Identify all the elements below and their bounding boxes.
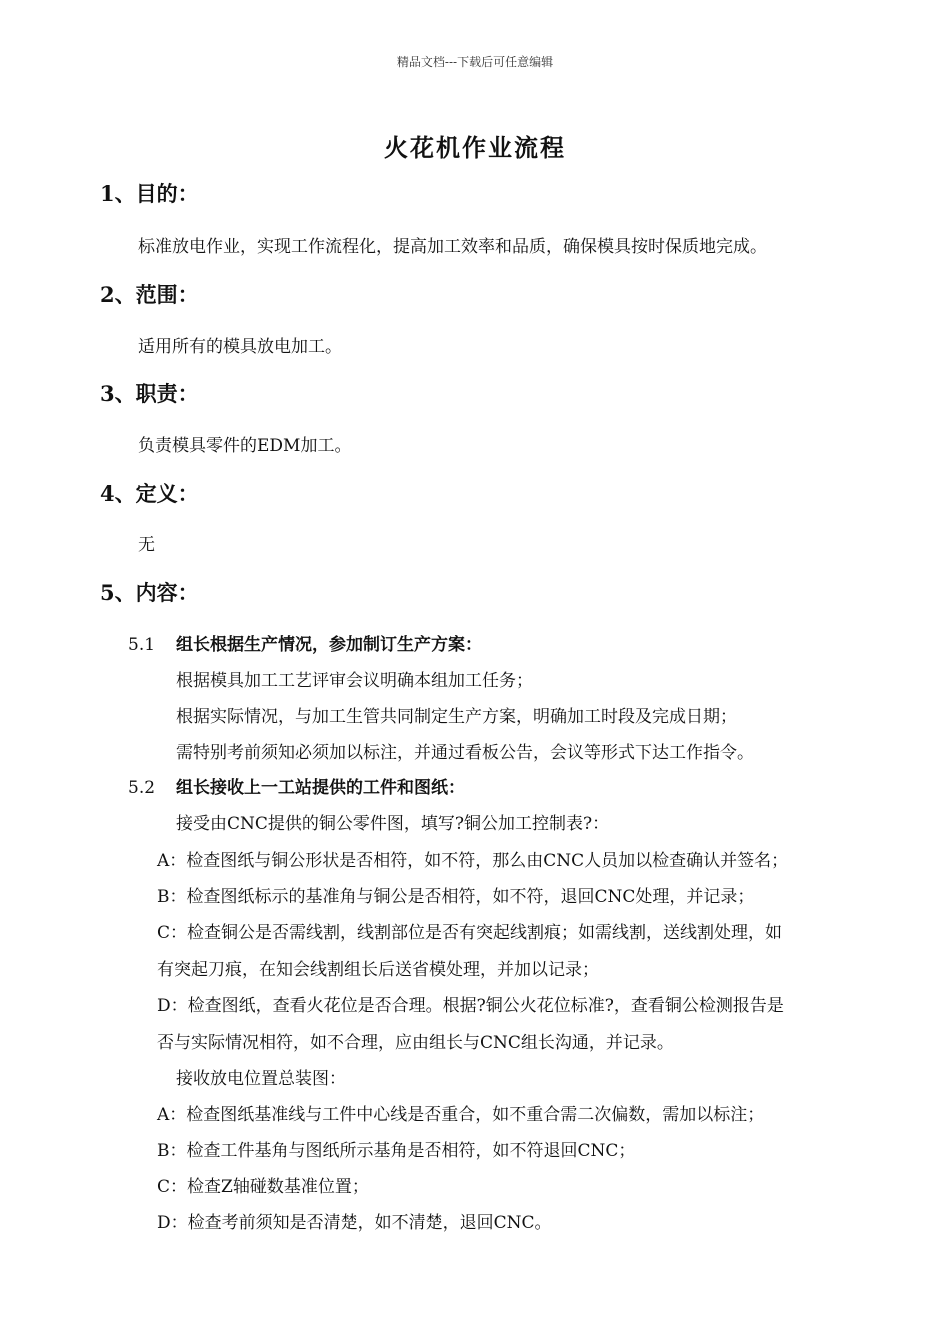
document-title: 火花机作业流程 [384,133,566,162]
section-heading-scope: 2、范围： [100,282,199,307]
section-text-scope: 适用所有的模具放电加工。 [138,337,342,357]
subsection-5-1-line: 根据实际情况，与加工生管共同制定生产方案，明确加工时段及完成日期； [176,707,737,727]
checklist-item: D：检查图纸，查看火花位是否合理。根据?铜公火花位标准?，查看铜公检测报告是 [157,996,784,1016]
checklist-item: C：检查Z轴碰数基准位置； [157,1177,369,1197]
checklist-item-continued: 有突起刀痕，在知会线割组长后送省模处理，并加以记录； [157,960,599,980]
checklist-item-continued: 否与实际情况相符，如不合理，应由组长与CNC组长沟通，并记录。 [157,1033,674,1053]
subsection-number: 5.1 [128,635,156,655]
section-heading-definition: 4、定义： [100,481,199,506]
checklist-item: B：检查工件基角与图纸所示基角是否相符，如不符退回CNC； [157,1141,636,1161]
subsection-5-1-line: 需特别考前须知必须加以标注，并通过看板公告，会议等形式下达工作指令。 [176,743,754,763]
subsection-5-2-intro: 接收放电位置总装图： [176,1069,346,1089]
subsection-5-1-line: 根据模具加工工艺评审会议明确本组加工任务； [176,671,533,691]
section-text-purpose: 标准放电作业，实现工作流程化，提高加工效率和品质，确保模具按时保质地完成。 [138,237,767,257]
subsection-5-2-intro: 接受由CNC提供的铜公零件图，填写?铜公加工控制表?： [176,814,610,834]
section-heading-content: 5、内容： [100,580,199,605]
subsection-5-1-heading [128,630,482,655]
header-note: 精品文档---下载后可任意编辑 [396,55,554,69]
checklist-item: A：检查图纸基准线与工件中心线是否重合，如不重合需二次偏数，需加以标注； [157,1105,765,1125]
subsection-number: 5.2 [128,778,156,798]
checklist-item: D：检查考前须知是否清楚，如不清楚，退回CNC。 [157,1213,552,1233]
section-text-definition: 无 [138,535,155,555]
subsection-title: 组长根据生产情况，参加制订生产方案： [176,635,482,655]
checklist-item: A：检查图纸与铜公形状是否相符，如不符，那么由CNC人员加以检查确认并签名； [157,851,789,871]
section-heading-responsibility: 3、职责： [100,381,199,406]
subsection-5-2-heading [128,773,465,798]
checklist-item: B：检查图纸标示的基准角与铜公是否相符，如不符，退回CNC处理，并记录； [157,887,755,907]
checklist-item: C：检查铜公是否需线割，线割部位是否有突起线割痕；如需线割，送线割处理，如 [157,923,783,943]
section-text-responsibility: 负责模具零件的EDM加工。 [138,436,352,456]
subsection-title: 组长接收上一工站提供的工件和图纸： [176,778,465,798]
section-heading-purpose: 1、目的： [100,181,199,206]
